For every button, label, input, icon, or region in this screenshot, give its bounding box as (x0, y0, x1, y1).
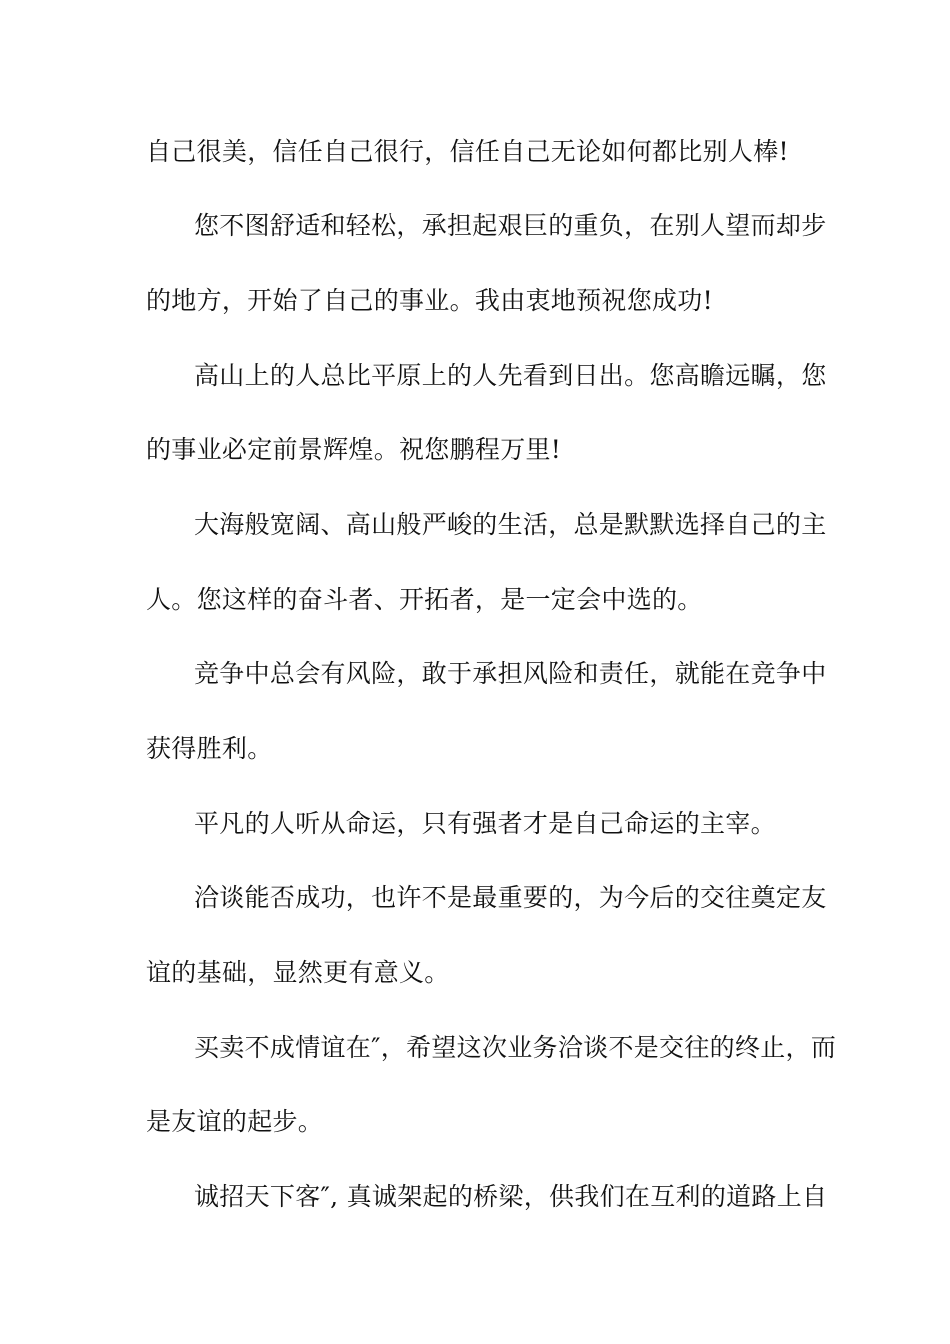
paragraph-first-line: 竞争中总会有风险，敢于承担风险和责任，就能在竞争中 (194, 659, 827, 688)
text-line: 的地方，开始了自己的事业。我由衷地预祝您成功! (146, 286, 713, 315)
paragraph-first-line: 大海般宽阔、高山般严峻的生活，总是默默选择自己的主 (194, 510, 827, 539)
text-line: 的事业必定前景辉煌。祝您鹏程万里! (146, 435, 562, 464)
paragraph-first-line: 您不图舒适和轻松，承担起艰巨的重负，在别人望而却步 (194, 211, 827, 240)
paragraph-first-line: 洽谈能否成功，也许不是最重要的，为今后的交往奠定友 (194, 883, 827, 912)
text-line: 自己很美，信任自己很行，信任自己无论如何都比别人棒! (146, 137, 789, 166)
text-line: 获得胜利。 (146, 734, 273, 763)
paragraph-first-line: 平凡的人听从命运，只有强者才是自己命运的主宰。 (194, 809, 776, 838)
paragraph-first-line: 高山上的人总比平原上的人先看到日出。您高瞻远瞩，您 (194, 361, 827, 390)
text-line: 谊的基础，显然更有意义。 (146, 958, 450, 987)
text-line: 是友谊的起步。 (146, 1107, 324, 1136)
paragraph-first-line: 诚招天下客″, 真诚架起的桥梁，供我们在互利的道路上自 (194, 1182, 828, 1211)
text-line: 人。您这样的奋斗者、开拓者，是一定会中选的。 (146, 585, 703, 614)
paragraph-first-line: 买卖不成情谊在″，希望这次业务洽谈不是交往的终止，而 (194, 1033, 837, 1062)
